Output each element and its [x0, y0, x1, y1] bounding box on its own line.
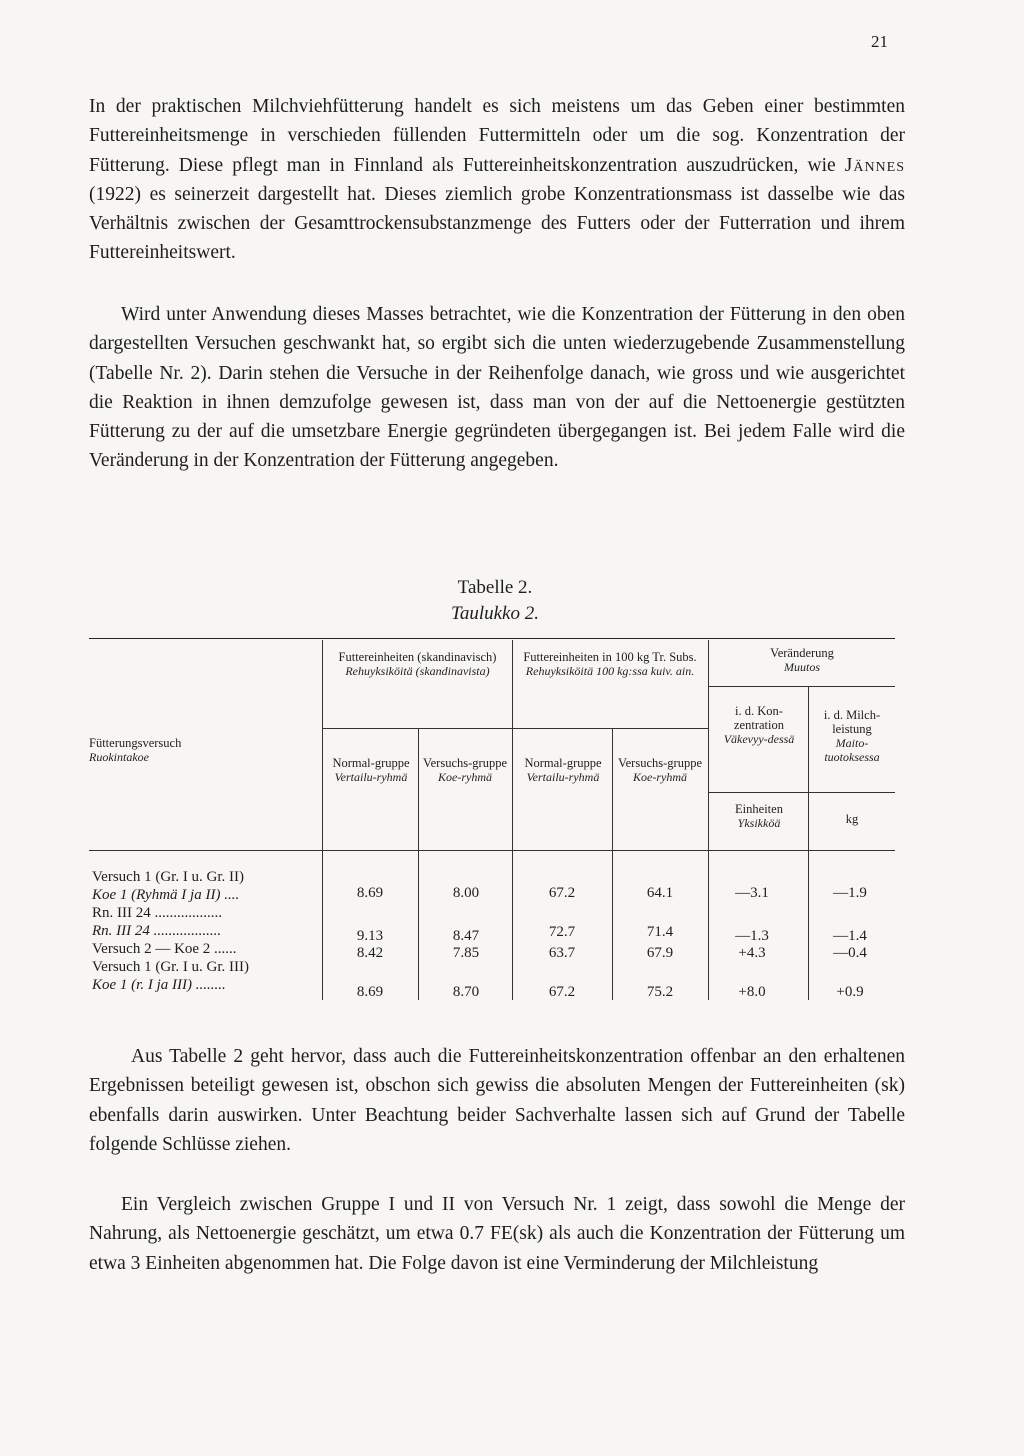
header-normal-1-fi: Vertailu-ryhmä — [334, 770, 408, 784]
header-change-de: Veränderung — [770, 646, 834, 660]
cell-milk: —1.4 — [833, 928, 867, 944]
cell-v1: 7.85 — [452, 945, 480, 961]
header-conc-de: i. d. Kon-zentration — [734, 704, 784, 732]
cell-n1: 9.13 — [356, 928, 384, 944]
cell-v2: 67.9 — [646, 945, 674, 961]
header-test-2-de: Versuchs-gruppe — [617, 756, 702, 770]
paragraph-1 — [89, 92, 905, 268]
header-trial — [89, 736, 269, 764]
row-2-label-fi: Rn. III 24 .................. — [92, 923, 222, 939]
paragraph-1-rest: (1922) es seinerzeit dargestellt hat. Dieses ziemlich grobe Konzentrationsmass ist dasselbe wie das Verhältnis zwischen der Gesamttrockensubstanzmenge des Futters oder der Futterration und ihrem Futtereinheitswert. — [89, 183, 905, 264]
table-vline — [322, 640, 323, 1000]
header-change-fi: Muutos — [784, 660, 820, 674]
header-unit-milk: kg — [845, 812, 859, 826]
header-fe-scan-fi: Rehuyksiköitä (skandinavista) — [345, 664, 490, 678]
header-unit-conc-fi: Yksikköä — [737, 816, 781, 830]
cell-n1: 8.42 — [356, 945, 384, 961]
header-trial-fi: Ruokintakoe — [89, 750, 149, 764]
header-normal-1 — [326, 756, 416, 784]
row-label — [92, 940, 237, 958]
paragraph-1-text: In der praktischen Milchviehfütterung handelt es sich meistens um das Geben einer bestimmten Futtereinheitsmenge in verschieden füllenden Futtermitteln oder um die sog. Konzentration der Fütterung. Diese pflegt man in Finnland als Futtereinheitskonzentration auszudrücken, wie — [89, 96, 905, 176]
header-conc — [712, 704, 806, 746]
row-4-label-fi: Koe 1 (r. I ja III) ........ — [92, 977, 226, 993]
cell-milk: —1.9 — [833, 885, 867, 901]
row-1-label: Versuch 1 (Gr. I u. Gr. II) — [92, 869, 245, 885]
table-vline — [708, 640, 709, 1000]
cell-n2: 67.2 — [548, 885, 576, 901]
cell-v2: 71.4 — [646, 924, 674, 940]
cell-v1: 8.00 — [452, 885, 480, 901]
header-normal-2-de: Normal-gruppe — [524, 756, 602, 770]
row-label — [92, 868, 244, 904]
cell-n2: 67.2 — [548, 984, 576, 1000]
header-test-1 — [420, 756, 510, 784]
header-trial-de: Fütterungsversuch — [89, 736, 182, 750]
cell-conc: —3.1 — [735, 885, 769, 901]
row-label — [92, 958, 249, 994]
row-3-label: Versuch 2 — Koe 2 ...... — [92, 941, 237, 957]
row-label — [92, 904, 222, 940]
header-unit-conc — [712, 802, 806, 830]
header-normal-1-de: Normal-gruppe — [332, 756, 410, 770]
table-header-rule — [89, 850, 895, 851]
cell-v1: 8.70 — [452, 984, 480, 1000]
paragraph-4: Ein Vergleich zwischen Gruppe I und II von Versuch Nr. 1 zeigt, dass sowohl die Menge der Nahrung, als Nettoenergie geschätzt, um etwa 0.7 FE(sk) als auch die Konzentration der Fütterung um etwa 3 Einheiten abgenommen hat. Die Folge davon ist eine Verminderung der Milchleistung — [89, 1194, 905, 1274]
row-2-label: Rn. III 24 .................. — [92, 905, 222, 921]
header-milk-de: i. d. Milch-leistung — [823, 708, 881, 736]
header-test-1-fi: Koe-ryhmä — [438, 770, 492, 784]
table-vline — [808, 686, 809, 1000]
header-fe-100 — [520, 650, 700, 678]
row-4-label: Versuch 1 (Gr. I u. Gr. III) — [92, 959, 250, 975]
cell-milk: —0.4 — [833, 945, 867, 961]
header-normal-2-fi: Vertailu-ryhmä — [526, 770, 600, 784]
cell-n1: 8.69 — [356, 984, 384, 1000]
header-test-2-fi: Koe-ryhmä — [633, 770, 687, 784]
cell-v2: 75.2 — [646, 984, 674, 1000]
table-caption-fi: Taulukko 2. — [451, 603, 539, 624]
header-fe-scan-de: Futtereinheiten (skandinavisch) — [338, 650, 497, 664]
header-change — [712, 646, 892, 674]
header-conc-fi: Väkevyy-dessä — [723, 732, 795, 746]
header-test-1-de: Versuchs-gruppe — [422, 756, 507, 770]
table-caption: Tabelle 2. — [457, 577, 533, 598]
cell-conc: +4.3 — [738, 945, 766, 961]
row-1-label-fi: Koe 1 (Ryhmä I ja II) .... — [92, 887, 240, 903]
header-test-2 — [614, 756, 706, 784]
table-hline — [322, 728, 708, 729]
header-normal-2 — [516, 756, 610, 784]
cell-v1: 8.47 — [452, 928, 480, 944]
header-fe-scan — [330, 650, 505, 678]
header-milk — [810, 708, 894, 764]
cell-v2: 64.1 — [646, 885, 674, 901]
table-vline — [612, 728, 613, 1000]
cell-conc: —1.3 — [735, 928, 769, 944]
page-number: 21 — [871, 32, 888, 51]
table-vline — [512, 640, 513, 1000]
cell-n2: 72.7 — [548, 924, 576, 940]
cell-n1: 8.69 — [356, 885, 384, 901]
table-hline — [708, 792, 895, 793]
table-top-rule — [89, 638, 895, 639]
header-fe-100-fi: Rehuyksiköitä 100 kg:ssa kuiv. ain. — [525, 664, 695, 678]
header-milk-fi: Maito-tuotoksessa — [824, 736, 880, 764]
paragraph-2: Wird unter Anwendung dieses Masses betrachtet, wie die Konzentration der Fütterung in den oben dargestellten Versuchen geschwankt hat, so ergibt sich die unten wiederzugebende Zusammenstellung (Tabelle Nr. 2). Darin stehen die Versuche in der Reihenfolge danach, wie gross und wie ausgerichtet die Reaktion in ihnen demzufolge gewesen ist, dass man von der auf die Nettoenergie gestützten Fütterung zu der auf die umsetzbare Energie gegründeten übergegangen ist. Bei jedem Falle wird die Veränderung in der Konzentration der Fütterung angegeben. — [89, 304, 905, 472]
paragraph-3: Aus Tabelle 2 geht hervor, dass auch die Futtereinheitskonzentration offenbar an den erhaltenen Ergebnissen beteiligt gewesen ist, obschon sich gewiss die absoluten Mengen der Futtereinheiten (sk) ebenfalls darin auswirken. Unter Beachtung beider Sachverhalte lassen sich auf Grund der Tabelle folgende Schlüsse ziehen. — [89, 1046, 905, 1155]
header-fe-100-de: Futtereinheiten in 100 kg Tr. Subs. — [523, 650, 697, 664]
table-vline — [418, 728, 419, 1000]
table-hline — [708, 686, 895, 687]
cell-n2: 63.7 — [548, 945, 576, 961]
author-name: Jännes — [844, 154, 906, 176]
header-unit-conc-de: Einheiten — [735, 802, 783, 816]
cell-milk: +0.9 — [836, 984, 864, 1000]
cell-conc: +8.0 — [738, 984, 766, 1000]
